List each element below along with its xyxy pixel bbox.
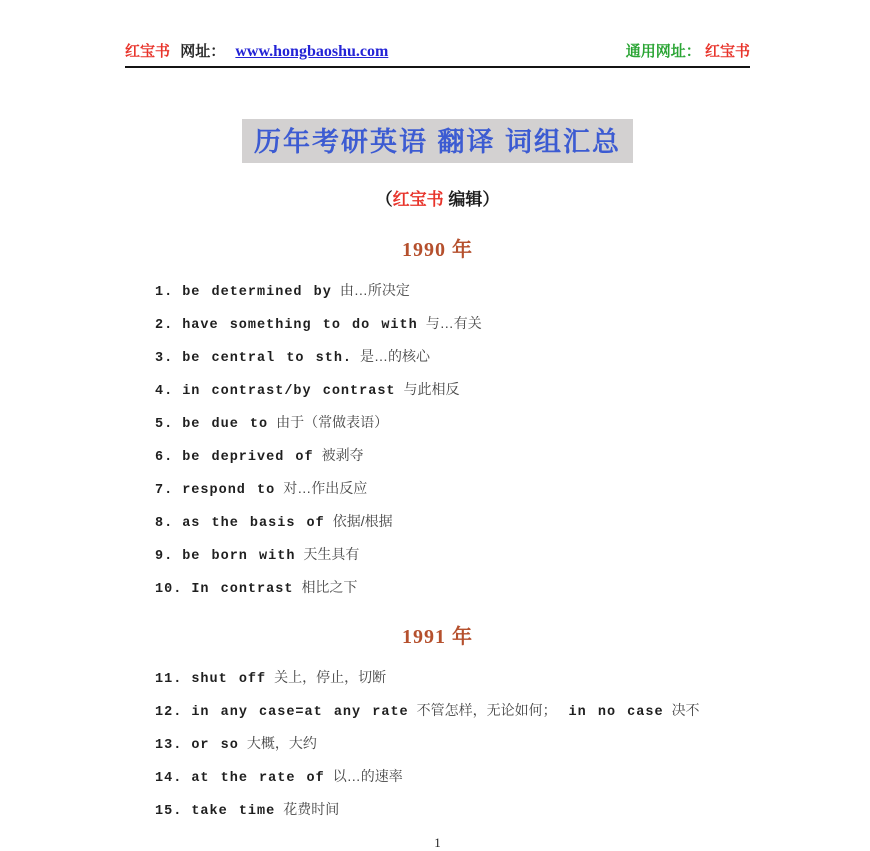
phrase-english: respond to — [182, 483, 276, 498]
page-title: 历年考研英语 翻译 词组汇总 — [242, 119, 633, 163]
phrase-chinese: 依据/根据 — [332, 513, 393, 529]
item-number: 3. — [155, 351, 174, 366]
phrase-chinese: 关上，停止，切断 — [274, 669, 387, 685]
phrase-chinese: 大概，大约 — [246, 735, 317, 751]
item-number: 5. — [155, 417, 174, 432]
phrase-chinese: 由于（常做表语） — [276, 414, 389, 430]
phrase-item — [155, 316, 750, 333]
page-header — [125, 40, 750, 68]
item-number: 2. — [155, 318, 174, 333]
year-heading: 1990 年 — [402, 239, 473, 261]
phrase-english: in contrast/by contrast — [182, 384, 396, 399]
item-number: 14. — [155, 771, 183, 786]
phrase-english: in no case — [568, 705, 664, 720]
phrase-item — [155, 802, 750, 819]
phrase-item — [155, 283, 750, 300]
phrase-item — [155, 349, 750, 366]
phrase-english: as the basis of — [182, 516, 325, 531]
generic-url-label: 通用网址： — [625, 43, 701, 60]
year-heading: 1991 年 — [402, 626, 473, 648]
phrase-english: In contrast — [191, 582, 294, 597]
phrase-item — [155, 736, 750, 753]
phrase-english: be born with — [182, 549, 296, 564]
site-url-link[interactable]: www.hongbaoshu.com — [235, 43, 389, 60]
phrase-list — [125, 283, 750, 597]
item-number: 8. — [155, 516, 174, 531]
phrase-chinese: 与此相反 — [403, 381, 460, 397]
header-left — [125, 40, 388, 61]
phrase-english: be central to sth. — [182, 351, 353, 366]
phrase-english: have something to do with — [182, 318, 418, 333]
subtitle-brand: 红宝书 — [392, 190, 444, 209]
phrase-item — [155, 514, 750, 531]
phrase-chinese: 是…的核心 — [360, 348, 431, 364]
phrase-chinese: 以…的速率 — [332, 768, 403, 784]
item-number: 15. — [155, 804, 183, 819]
item-number: 7. — [155, 483, 174, 498]
item-number: 6. — [155, 450, 174, 465]
phrase-item — [155, 382, 750, 399]
phrase-chinese: 对…作出反应 — [283, 480, 368, 496]
phrase-english: shut off — [191, 672, 267, 687]
item-number: 9. — [155, 549, 174, 564]
phrase-sections — [125, 233, 750, 819]
phrase-english: in any case=at any rate — [191, 705, 409, 720]
phrase-english: be determined by — [182, 285, 332, 300]
item-number: 10. — [155, 582, 183, 597]
item-number: 13. — [155, 738, 183, 753]
phrase-english: or so — [191, 738, 239, 753]
header-right — [626, 40, 750, 61]
phrase-chinese: 被剥夺 — [321, 447, 364, 463]
title-row — [125, 119, 750, 163]
phrase-chinese: 花费时间 — [283, 801, 340, 817]
item-number: 12. — [155, 705, 183, 720]
phrase-item — [155, 448, 750, 465]
phrase-item — [155, 547, 750, 564]
site-url-label: 网址： — [180, 43, 226, 60]
phrase-english: be deprived of — [182, 450, 314, 465]
phrase-chinese: 不管怎样，无论如何； — [416, 702, 561, 718]
phrase-chinese: 由…所决定 — [339, 282, 410, 298]
subtitle — [125, 185, 750, 210]
item-number: 11. — [155, 672, 183, 687]
subtitle-open-paren: （ — [375, 190, 393, 209]
phrase-chinese: 天生具有 — [303, 546, 360, 562]
item-number: 1. — [155, 285, 174, 300]
phrase-english: at the rate of — [191, 771, 325, 786]
brand-name: 红宝书 — [125, 43, 171, 60]
phrase-item — [155, 580, 750, 597]
phrase-item — [155, 769, 750, 786]
phrase-item — [155, 670, 750, 687]
phrase-chinese: 与…有关 — [425, 315, 482, 331]
phrase-item — [155, 481, 750, 498]
phrase-item — [155, 415, 750, 432]
generic-url-value: 红宝书 — [704, 43, 750, 60]
phrase-chinese: 相比之下 — [301, 579, 358, 595]
subtitle-rest: 编辑） — [443, 190, 500, 209]
phrase-english: take time — [191, 804, 276, 819]
item-number: 4. — [155, 384, 174, 399]
phrase-item — [155, 703, 750, 720]
phrase-english: be due to — [182, 417, 269, 432]
phrase-list — [125, 670, 750, 819]
page-number: 1 — [434, 835, 441, 850]
phrase-chinese: 决不 — [671, 702, 700, 718]
